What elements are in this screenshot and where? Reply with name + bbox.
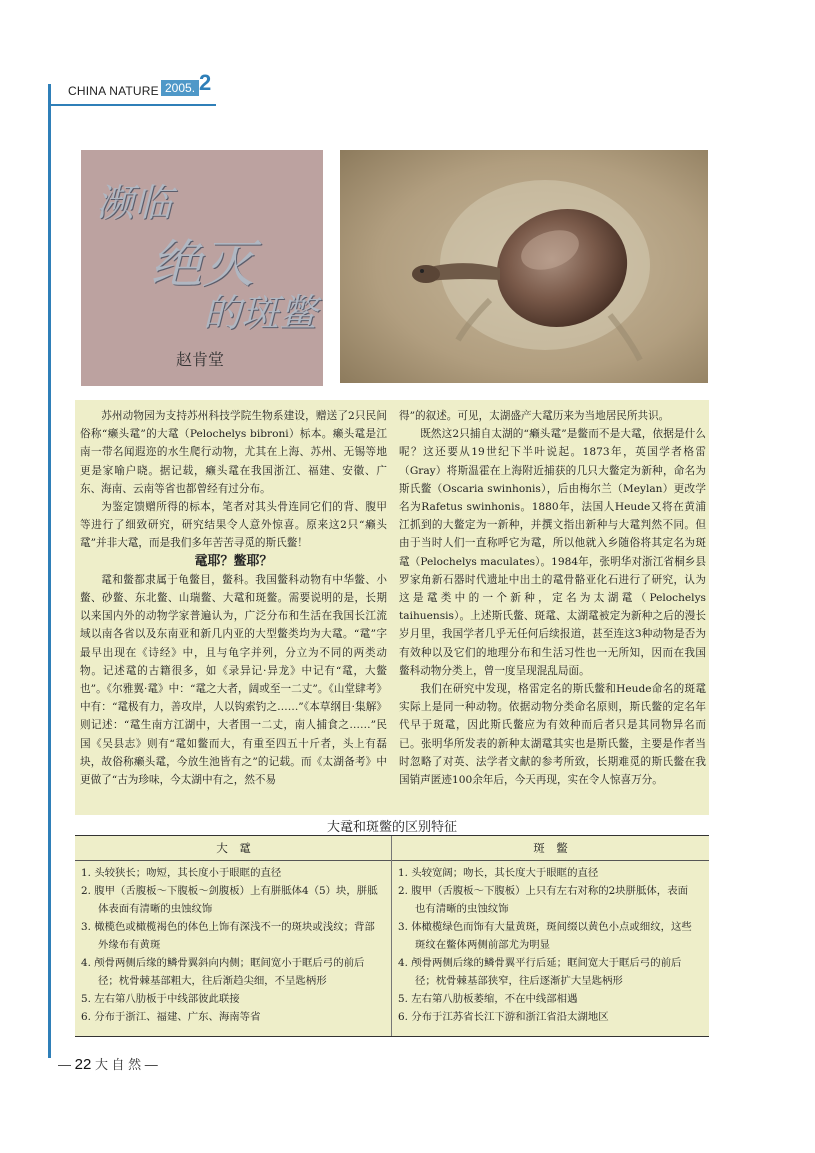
footer-magazine: 大 自 然 — [94, 1057, 142, 1072]
softshell-turtle-photo — [340, 150, 708, 383]
header-rule — [48, 104, 216, 106]
paragraph: 为鉴定馈赠所得的标本，笔者对其头骨连同它们的背、腹甲等进行了细致研究，研究结果令人意外惊喜。原来这2只“癞头鼋”并非大鼋，而是我们多年苦苦寻觅的斯氏鳖！ — [80, 501, 387, 550]
issue-year: 2005. — [161, 80, 199, 96]
table-divider — [75, 860, 709, 861]
section-heading: 鼋耶？鳖耶？ — [194, 553, 273, 569]
table-title: 大鼋和斑鳖的区别特征 — [326, 820, 457, 835]
paragraph: 得”的叙述。可见，太湖盛产大鼋历来为当地居民所共识。 — [399, 410, 670, 422]
article-column-right — [399, 407, 706, 789]
paragraph: 我们在研究中发现，格雷定名的斯氏鳖和Heude命名的斑鼋实际上是同一种动物。依据动物分类命名原则，斯氏鳖的定名年代早于斑鼋，因此斯氏鳖应为有效种而后者只是其同物异名而已。张明华所发表的新种太湖鼋其实也是斯氏鳖，主要是作者当时忽略了对英、法学者文献的参考所致，长期难觅的斯氏鳖在我国销声匿迹100余年后，今天再现，实在令人惊喜万分。 — [399, 683, 706, 787]
author-name: 赵肯堂 — [176, 350, 225, 369]
list-item: 6. 分布于浙江、福建、广东、海南等省 — [81, 1011, 261, 1023]
title-line-1: 濒临 — [96, 181, 173, 225]
paragraph: 苏州动物园为支持苏州科技学院生物系建设，赠送了2只民间俗称“癞头鼋”的大鼋（Pelochelys bibroni）标本。癞头鼋是江南一带名闻遐迩的水生爬行动物，尤其在上海、苏州、无锡等地更是家喻户晓。据记载，癞头鼋在我国浙江、福建、安徽、广东、海南、云南等省也都曾经有过分布。 — [80, 410, 387, 495]
table-list-right — [398, 864, 698, 1026]
list-item: 5. 左右第八肋板萎缩，不在中线部相遇 — [398, 993, 578, 1005]
table-column-divider — [391, 836, 392, 1036]
issue-number: 2 — [199, 70, 212, 95]
title-line-3: 的斑鳖 — [203, 291, 318, 335]
paragraph: 鼋和鳖都隶属于龟鳖目，鳖科。我国鳖科动物有中华鳖、小鳖、砂鳖、东北鳖、山瑞鳖、大鼋和斑鳖。需要说明的是，长期以来国内外的动物学家普遍认为，广泛分布和生活在我国长江流域以南各省以及东南亚和新几内亚的大型鳖类均为大鼋。“鼋”字最早出现在《诗经》中，且与龟字并列，分立为不同的两类动物。记述鼋的古籍很多，如《录异记·异龙》中记有“鼋，大鳖也”。《尔雅翼·鼋》中：“鼋之大者，阔或至一二丈”。《山堂肆考》中有：“鼋极有力，善攻岸，人以钩索钓之……”《本草纲目·集解》则记述：“鼋生南方江湖中，大者围一二丈，南人捕食之……”民国《吴县志》则有“鼋如鳖而大，有重至四五十斤者，头上有磊块，故俗称癞头鼋，今放生池皆有之”的记载。而《太湖备考》中更做了“古为珍味，今太湖中有之，然不易 — [80, 573, 387, 787]
title-line-2: 绝灭 — [150, 235, 255, 295]
magazine-brand: CHINA NATURE — [68, 84, 159, 98]
paragraph: 既然这2只捕自太湖的“癞头鼋”是鳖而不是大鼋，依据是什么呢？这还要从19世纪下半叶说起。1873年，英国学者格雷（Gray）将斯温霍在上海附近捕获的几只大鳖定为新种，命名为斯氏鳖（Oscaria swinhonis），后由梅尔兰（Meylan）更改学名为Rafetus swinhonis。1880年，法国人Heude又将在黄浦江抓到的大鳖定为一新种，并撰文指出新种与大鼋判然不同。但由于当时人们一直称呼它为鼋，所以他就入乡随俗将其定名为斑鼋（Pelochelys maculates）。1984年，张明华对浙江省桐乡县罗家角新石器时代遗址中出土的鼋骨骼亚化石进行了研究，认为这是鼋类中的一个新种，定名为太湖鼋（Pelochelys taihuensis）。上述斯氏鳖、斑鼋、太湖鼋被定为新种之后的漫长岁月里，我国学者几乎无任何后续报道，甚至连这3种动物是否为有效种以及它们的地理分布和生活习性也一无所知，因而在我国鳖科动物分类上，曾一度呈现混乱局面。 — [399, 428, 706, 677]
table-header-left: 大 鼋 — [216, 841, 251, 855]
table-header-right: 斑 鳖 — [533, 841, 568, 855]
list-item: 3. 橄榄色或橄榄褐色的体色上饰有深浅不一的斑块或浅纹；背部外缘布有黄斑 — [81, 921, 375, 951]
list-item: 6. 分布于江苏省长江下游和浙江省沿太湖地区 — [398, 1011, 609, 1023]
list-item: 4. 颅骨两侧后缘的鳞骨翼平行后延；眶间宽大于眶后弓的前后径；枕骨棘基部狭窄，往后逐渐扩大呈匙柄形 — [398, 957, 682, 987]
table-list-left — [81, 864, 381, 1026]
list-item: 3. 体橄榄绿色而饰有大量黄斑，斑间缀以黄色小点或细纹，这些斑纹在鳖体两侧前部尤为明显 — [398, 921, 692, 951]
list-item: 2. 腹甲（舌腹板～下腹板～剑腹板）上有胼胝体4（5）块，胼胝体表面有清晰的虫蚀纹饰 — [81, 885, 378, 915]
list-item: 4. 颅骨两侧后缘的鳞骨翼斜向内侧；眶间宽小于眶后弓的前后径；枕骨棘基部粗大，往后渐趋尖细，不呈匙柄形 — [81, 957, 365, 987]
page-number: 22 — [74, 1056, 92, 1073]
list-item: 5. 左右第八肋板于中线部彼此联接 — [81, 993, 240, 1005]
margin-rule-vertical — [48, 84, 51, 1058]
article-column-left — [80, 407, 387, 789]
list-item: 2. 腹甲（舌腹板～下腹板）上只有左右对称的2块胼胝体，表面也有清晰的虫蚀纹饰 — [398, 885, 688, 915]
comparison-table — [75, 835, 709, 1037]
list-item: 1. 头较狭长；吻短，其长度小于眼眶的直径 — [81, 867, 282, 879]
list-item: 1. 头较宽阔；吻长，其长度大于眼眶的直径 — [398, 867, 599, 879]
page-footer: — 22 大 自 然 — — [58, 1056, 158, 1073]
